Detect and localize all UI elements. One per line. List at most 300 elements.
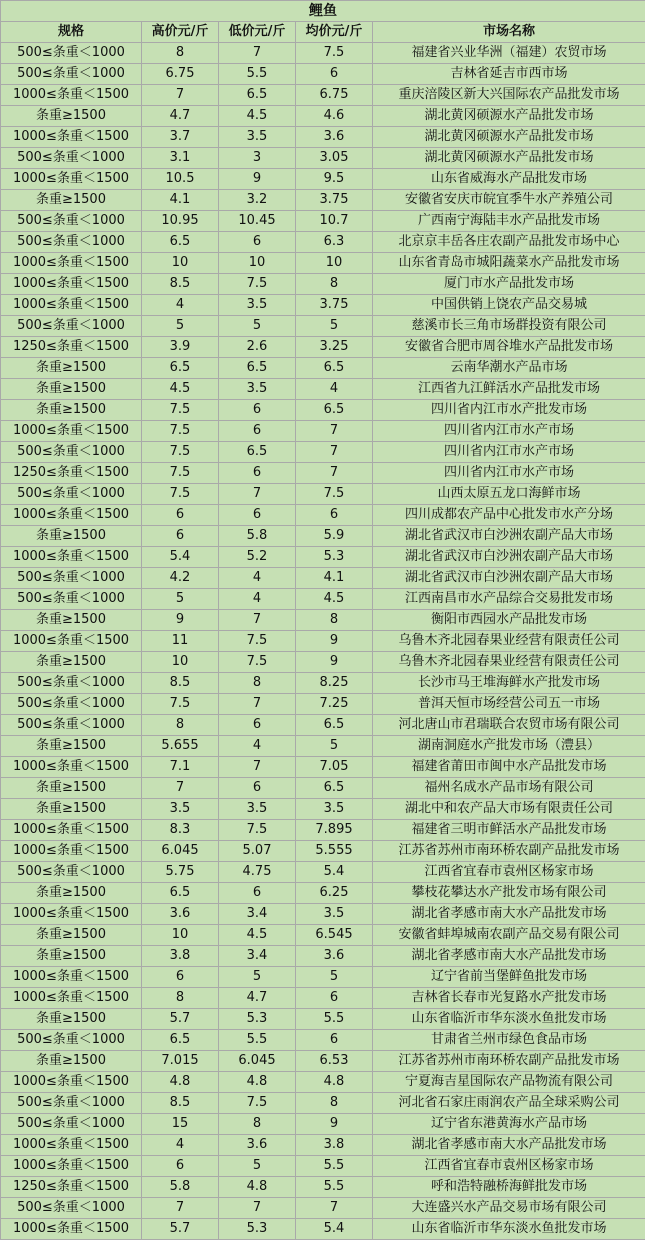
cell-low-price: 3.5 <box>219 379 296 400</box>
cell-market-name: 宁夏海吉星国际农产品物流有限公司 <box>373 1072 645 1093</box>
cell-avg-price: 7 <box>296 442 373 463</box>
cell-market-name: 吉林省延吉市西市场 <box>373 64 645 85</box>
table-row <box>1 211 645 232</box>
cell-high-price: 8.5 <box>142 1093 219 1114</box>
cell-high-price: 7.5 <box>142 484 219 505</box>
cell-low-price: 6.5 <box>219 85 296 106</box>
cell-high-price: 7 <box>142 778 219 799</box>
cell-high-price: 10 <box>142 652 219 673</box>
cell-market-name: 福建省莆田市闽中水产品批发市场 <box>373 757 645 778</box>
header-avg-price: 均价元/斤 <box>296 22 373 43</box>
cell-spec: 条重≥1500 <box>1 400 142 421</box>
table-row <box>1 694 645 715</box>
cell-avg-price: 5 <box>296 736 373 757</box>
cell-high-price: 15 <box>142 1114 219 1135</box>
cell-spec: 1000≤条重＜1500 <box>1 127 142 148</box>
cell-market-name: 湖北黄冈硕源水产品批发市场 <box>373 127 645 148</box>
cell-avg-price: 9.5 <box>296 169 373 190</box>
table-row <box>1 295 645 316</box>
cell-spec: 500≤条重＜1000 <box>1 673 142 694</box>
cell-low-price: 7.5 <box>219 652 296 673</box>
cell-market-name: 河北唐山市君瑞联合农贸市场有限公司 <box>373 715 645 736</box>
cell-market-name: 湖南洞庭水产批发市场（澧县） <box>373 736 645 757</box>
cell-spec: 1000≤条重＜1500 <box>1 988 142 1009</box>
cell-spec: 500≤条重＜1000 <box>1 1114 142 1135</box>
cell-low-price: 7.5 <box>219 274 296 295</box>
cell-spec: 条重≥1500 <box>1 652 142 673</box>
cell-market-name: 乌鲁木齐北园春果业经营有限责任公司 <box>373 652 645 673</box>
cell-avg-price: 3.8 <box>296 1135 373 1156</box>
table-row <box>1 1009 645 1030</box>
cell-market-name: 广西南宁海陆丰水产品批发市场 <box>373 211 645 232</box>
table-row <box>1 1030 645 1051</box>
cell-spec: 1000≤条重＜1500 <box>1 1072 142 1093</box>
cell-market-name: 湖北省武汉市白沙洲农副产品大市场 <box>373 568 645 589</box>
cell-low-price: 2.6 <box>219 337 296 358</box>
cell-high-price: 4.7 <box>142 106 219 127</box>
table-row <box>1 337 645 358</box>
cell-low-price: 5 <box>219 316 296 337</box>
cell-high-price: 4.1 <box>142 190 219 211</box>
cell-high-price: 6 <box>142 505 219 526</box>
cell-market-name: 四川省内江市水产市场 <box>373 463 645 484</box>
table-row <box>1 85 645 106</box>
cell-low-price: 3.5 <box>219 127 296 148</box>
cell-high-price: 6 <box>142 526 219 547</box>
cell-market-name: 四川省内江市水产批发市场 <box>373 400 645 421</box>
table-row <box>1 169 645 190</box>
table-row <box>1 946 645 967</box>
cell-spec: 1000≤条重＜1500 <box>1 274 142 295</box>
cell-low-price: 6 <box>219 715 296 736</box>
cell-market-name: 乌鲁木齐北园春果业经营有限责任公司 <box>373 631 645 652</box>
table-row <box>1 379 645 400</box>
table-row <box>1 1093 645 1114</box>
table-row <box>1 1198 645 1219</box>
cell-market-name: 北京京丰岳各庄农副产品批发市场中心 <box>373 232 645 253</box>
cell-avg-price: 6 <box>296 988 373 1009</box>
cell-avg-price: 3.5 <box>296 799 373 820</box>
cell-low-price: 3.5 <box>219 295 296 316</box>
cell-avg-price: 10.7 <box>296 211 373 232</box>
cell-high-price: 7.5 <box>142 400 219 421</box>
cell-spec: 500≤条重＜1000 <box>1 589 142 610</box>
cell-market-name: 大连盛兴水产品交易市场有限公司 <box>373 1198 645 1219</box>
table-row <box>1 862 645 883</box>
cell-avg-price: 3.05 <box>296 148 373 169</box>
table-row <box>1 190 645 211</box>
cell-avg-price: 3.5 <box>296 904 373 925</box>
cell-spec: 1000≤条重＜1500 <box>1 295 142 316</box>
cell-market-name: 安徽省合肥市周谷堆水产品批发市场 <box>373 337 645 358</box>
cell-avg-price: 7.5 <box>296 484 373 505</box>
cell-market-name: 甘肃省兰州市绿色食品市场 <box>373 1030 645 1051</box>
title-row <box>1 1 645 22</box>
cell-avg-price: 6.5 <box>296 715 373 736</box>
cell-market-name: 湖北省孝感市南大水产品批发市场 <box>373 946 645 967</box>
cell-market-name: 湖北省孝感市南大水产品批发市场 <box>373 1135 645 1156</box>
cell-low-price: 6 <box>219 505 296 526</box>
cell-market-name: 四川省内江市水产市场 <box>373 421 645 442</box>
cell-avg-price: 5.9 <box>296 526 373 547</box>
cell-high-price: 7.015 <box>142 1051 219 1072</box>
cell-spec: 条重≥1500 <box>1 883 142 904</box>
cell-avg-price: 6 <box>296 1030 373 1051</box>
cell-low-price: 6 <box>219 778 296 799</box>
cell-high-price: 10.95 <box>142 211 219 232</box>
cell-avg-price: 6.75 <box>296 85 373 106</box>
cell-avg-price: 6 <box>296 64 373 85</box>
cell-high-price: 7 <box>142 85 219 106</box>
cell-high-price: 8 <box>142 715 219 736</box>
cell-spec: 1000≤条重＜1500 <box>1 757 142 778</box>
cell-market-name: 普洱天恒市场经营公司五一市场 <box>373 694 645 715</box>
cell-low-price: 3.4 <box>219 946 296 967</box>
cell-spec: 条重≥1500 <box>1 778 142 799</box>
cell-low-price: 3 <box>219 148 296 169</box>
cell-spec: 1000≤条重＜1500 <box>1 547 142 568</box>
table-row <box>1 274 645 295</box>
cell-spec: 500≤条重＜1000 <box>1 1030 142 1051</box>
cell-low-price: 3.6 <box>219 1135 296 1156</box>
cell-low-price: 4.8 <box>219 1072 296 1093</box>
cell-spec: 条重≥1500 <box>1 799 142 820</box>
cell-market-name: 福建省兴业华洲（福建）农贸市场 <box>373 43 645 64</box>
cell-high-price: 10 <box>142 253 219 274</box>
cell-low-price: 7 <box>219 694 296 715</box>
cell-market-name: 厦门市水产品批发市场 <box>373 274 645 295</box>
cell-spec: 条重≥1500 <box>1 610 142 631</box>
cell-avg-price: 4 <box>296 379 373 400</box>
cell-spec: 500≤条重＜1000 <box>1 1093 142 1114</box>
cell-low-price: 7 <box>219 484 296 505</box>
cell-avg-price: 5.5 <box>296 1009 373 1030</box>
cell-high-price: 3.1 <box>142 148 219 169</box>
cell-spec: 500≤条重＜1000 <box>1 862 142 883</box>
cell-high-price: 5.655 <box>142 736 219 757</box>
cell-avg-price: 6.25 <box>296 883 373 904</box>
table-row <box>1 820 645 841</box>
cell-avg-price: 4.6 <box>296 106 373 127</box>
cell-low-price: 5.5 <box>219 1030 296 1051</box>
cell-market-name: 湖北黄冈硕源水产品批发市场 <box>373 148 645 169</box>
table-row <box>1 421 645 442</box>
cell-avg-price: 7.05 <box>296 757 373 778</box>
cell-avg-price: 6.53 <box>296 1051 373 1072</box>
table-row <box>1 988 645 1009</box>
cell-avg-price: 3.75 <box>296 190 373 211</box>
cell-market-name: 慈溪市长三角市场群投资有限公司 <box>373 316 645 337</box>
cell-low-price: 4 <box>219 589 296 610</box>
table-row <box>1 1177 645 1198</box>
cell-high-price: 7.5 <box>142 421 219 442</box>
cell-high-price: 6.5 <box>142 358 219 379</box>
cell-high-price: 5.7 <box>142 1219 219 1240</box>
table-row <box>1 358 645 379</box>
cell-high-price: 6.5 <box>142 1030 219 1051</box>
cell-market-name: 湖北省武汉市白沙洲农副产品大市场 <box>373 526 645 547</box>
cell-market-name: 衡阳市西园水产品批发市场 <box>373 610 645 631</box>
cell-spec: 1000≤条重＜1500 <box>1 820 142 841</box>
table-row <box>1 568 645 589</box>
table-row <box>1 484 645 505</box>
table-row <box>1 526 645 547</box>
cell-low-price: 5.3 <box>219 1009 296 1030</box>
cell-low-price: 3.2 <box>219 190 296 211</box>
cell-market-name: 江西省九江鲜活水产品批发市场 <box>373 379 645 400</box>
header-row <box>1 22 645 43</box>
cell-spec: 1000≤条重＜1500 <box>1 85 142 106</box>
table-row <box>1 1135 645 1156</box>
table-row <box>1 316 645 337</box>
table-row <box>1 757 645 778</box>
table-row <box>1 1114 645 1135</box>
cell-market-name: 辽宁省东港黄海水产品市场 <box>373 1114 645 1135</box>
cell-high-price: 3.6 <box>142 904 219 925</box>
cell-low-price: 5.2 <box>219 547 296 568</box>
cell-high-price: 7.5 <box>142 463 219 484</box>
cell-low-price: 6 <box>219 232 296 253</box>
cell-low-price: 4.8 <box>219 1177 296 1198</box>
cell-avg-price: 8 <box>296 1093 373 1114</box>
cell-avg-price: 7.25 <box>296 694 373 715</box>
table-row <box>1 589 645 610</box>
cell-spec: 1000≤条重＜1500 <box>1 505 142 526</box>
table-row <box>1 967 645 988</box>
cell-low-price: 6 <box>219 883 296 904</box>
cell-market-name: 呼和浩特融桥海鲜批发市场 <box>373 1177 645 1198</box>
table-row <box>1 232 645 253</box>
cell-spec: 条重≥1500 <box>1 106 142 127</box>
cell-high-price: 6 <box>142 1156 219 1177</box>
table-row <box>1 904 645 925</box>
cell-high-price: 7 <box>142 1198 219 1219</box>
cell-spec: 500≤条重＜1000 <box>1 1198 142 1219</box>
cell-avg-price: 8 <box>296 610 373 631</box>
table-row <box>1 1219 645 1240</box>
cell-low-price: 6 <box>219 400 296 421</box>
cell-high-price: 8 <box>142 988 219 1009</box>
table-row <box>1 253 645 274</box>
table-row <box>1 883 645 904</box>
cell-market-name: 辽宁省前当堡鲜鱼批发市场 <box>373 967 645 988</box>
table-row <box>1 106 645 127</box>
cell-low-price: 7.5 <box>219 820 296 841</box>
cell-low-price: 3.4 <box>219 904 296 925</box>
cell-low-price: 4 <box>219 568 296 589</box>
cell-market-name: 山东省临沂市华东淡水鱼批发市场 <box>373 1009 645 1030</box>
cell-avg-price: 5.4 <box>296 862 373 883</box>
cell-low-price: 6.5 <box>219 358 296 379</box>
cell-spec: 1000≤条重＜1500 <box>1 421 142 442</box>
cell-low-price: 3.5 <box>219 799 296 820</box>
table-row <box>1 841 645 862</box>
cell-high-price: 7.5 <box>142 694 219 715</box>
cell-avg-price: 5.5 <box>296 1177 373 1198</box>
table-row <box>1 400 645 421</box>
table-row <box>1 505 645 526</box>
table-row <box>1 547 645 568</box>
cell-avg-price: 4.5 <box>296 589 373 610</box>
table-row <box>1 925 645 946</box>
cell-high-price: 6 <box>142 967 219 988</box>
cell-low-price: 6.045 <box>219 1051 296 1072</box>
table-row <box>1 652 645 673</box>
cell-avg-price: 5.5 <box>296 1156 373 1177</box>
cell-avg-price: 8 <box>296 274 373 295</box>
cell-low-price: 4.5 <box>219 106 296 127</box>
cell-spec: 1000≤条重＜1500 <box>1 169 142 190</box>
cell-market-name: 中国供销上饶农产品交易城 <box>373 295 645 316</box>
cell-high-price: 5.8 <box>142 1177 219 1198</box>
cell-avg-price: 6.5 <box>296 358 373 379</box>
table-row <box>1 127 645 148</box>
cell-market-name: 云南华潮水产品市场 <box>373 358 645 379</box>
cell-market-name: 四川省内江市水产市场 <box>373 442 645 463</box>
cell-avg-price: 3.25 <box>296 337 373 358</box>
cell-avg-price: 6.3 <box>296 232 373 253</box>
cell-low-price: 5.07 <box>219 841 296 862</box>
cell-market-name: 安徽省安庆市皖宜季牛水产养殖公司 <box>373 190 645 211</box>
cell-high-price: 5 <box>142 589 219 610</box>
cell-low-price: 4.75 <box>219 862 296 883</box>
cell-avg-price: 3.6 <box>296 946 373 967</box>
cell-low-price: 8 <box>219 1114 296 1135</box>
cell-high-price: 7.5 <box>142 442 219 463</box>
table-row <box>1 799 645 820</box>
cell-high-price: 11 <box>142 631 219 652</box>
table-row <box>1 148 645 169</box>
cell-market-name: 山西太原五龙口海鲜市场 <box>373 484 645 505</box>
cell-spec: 500≤条重＜1000 <box>1 442 142 463</box>
cell-low-price: 7 <box>219 43 296 64</box>
cell-avg-price: 3.6 <box>296 127 373 148</box>
cell-avg-price: 6.5 <box>296 400 373 421</box>
cell-market-name: 长沙市马王堆海鲜水产批发市场 <box>373 673 645 694</box>
cell-avg-price: 6.545 <box>296 925 373 946</box>
cell-high-price: 10.5 <box>142 169 219 190</box>
cell-market-name: 吉林省长春市光复路水产批发市场 <box>373 988 645 1009</box>
cell-market-name: 江苏省苏州市南环桥农副产品批发市场 <box>373 841 645 862</box>
cell-avg-price: 8.25 <box>296 673 373 694</box>
cell-high-price: 5.75 <box>142 862 219 883</box>
cell-spec: 条重≥1500 <box>1 946 142 967</box>
cell-high-price: 8.5 <box>142 673 219 694</box>
cell-market-name: 攀枝花攀达水产批发市场有限公司 <box>373 883 645 904</box>
cell-high-price: 9 <box>142 610 219 631</box>
cell-spec: 1000≤条重＜1500 <box>1 967 142 988</box>
table-row <box>1 1072 645 1093</box>
cell-high-price: 4.8 <box>142 1072 219 1093</box>
cell-low-price: 8 <box>219 673 296 694</box>
cell-high-price: 7.1 <box>142 757 219 778</box>
cell-low-price: 5 <box>219 967 296 988</box>
cell-low-price: 5.5 <box>219 64 296 85</box>
cell-market-name: 山东省青岛市城阳蔬菜水产品批发市场 <box>373 253 645 274</box>
table-row <box>1 442 645 463</box>
table-row <box>1 463 645 484</box>
cell-market-name: 山东省临沂市华东淡水鱼批发市场 <box>373 1219 645 1240</box>
table-row <box>1 1156 645 1177</box>
cell-market-name: 福州名成水产品市场有限公司 <box>373 778 645 799</box>
cell-high-price: 8.3 <box>142 820 219 841</box>
cell-low-price: 4.5 <box>219 925 296 946</box>
cell-spec: 条重≥1500 <box>1 925 142 946</box>
cell-low-price: 6 <box>219 421 296 442</box>
cell-market-name: 江西南昌市水产品综合交易批发市场 <box>373 589 645 610</box>
cell-spec: 500≤条重＜1000 <box>1 43 142 64</box>
cell-avg-price: 5.3 <box>296 547 373 568</box>
cell-market-name: 安徽省蚌埠城南农副产品交易有限公司 <box>373 925 645 946</box>
cell-spec: 500≤条重＜1000 <box>1 316 142 337</box>
cell-avg-price: 7 <box>296 1198 373 1219</box>
cell-avg-price: 5.555 <box>296 841 373 862</box>
cell-spec: 1000≤条重＜1500 <box>1 841 142 862</box>
table-row <box>1 1051 645 1072</box>
cell-market-name: 湖北省武汉市白沙洲农副产品大市场 <box>373 547 645 568</box>
table-row <box>1 736 645 757</box>
cell-spec: 1250≤条重＜1500 <box>1 1177 142 1198</box>
cell-spec: 500≤条重＜1000 <box>1 484 142 505</box>
cell-low-price: 7 <box>219 1198 296 1219</box>
cell-spec: 500≤条重＜1000 <box>1 148 142 169</box>
cell-low-price: 4 <box>219 736 296 757</box>
cell-low-price: 6.5 <box>219 442 296 463</box>
cell-avg-price: 9 <box>296 1114 373 1135</box>
table-row <box>1 43 645 64</box>
cell-high-price: 4.2 <box>142 568 219 589</box>
cell-market-name: 重庆涪陵区新大兴国际农产品批发市场 <box>373 85 645 106</box>
cell-spec: 1250≤条重＜1500 <box>1 463 142 484</box>
cell-market-name: 湖北省孝感市南大水产品批发市场 <box>373 904 645 925</box>
table-row <box>1 631 645 652</box>
header-spec: 规格 <box>1 22 142 43</box>
table-row <box>1 64 645 85</box>
cell-avg-price: 6 <box>296 505 373 526</box>
cell-high-price: 8.5 <box>142 274 219 295</box>
cell-spec: 1250≤条重＜1500 <box>1 337 142 358</box>
cell-market-name: 江西省宜春市袁州区杨家市场 <box>373 862 645 883</box>
cell-high-price: 6.5 <box>142 232 219 253</box>
cell-high-price: 8 <box>142 43 219 64</box>
cell-spec: 条重≥1500 <box>1 358 142 379</box>
cell-avg-price: 7.5 <box>296 43 373 64</box>
cell-market-name: 江苏省苏州市南环桥农副产品批发市场 <box>373 1051 645 1072</box>
cell-low-price: 7 <box>219 757 296 778</box>
cell-spec: 条重≥1500 <box>1 1009 142 1030</box>
cell-avg-price: 5 <box>296 967 373 988</box>
table-row <box>1 673 645 694</box>
cell-high-price: 4 <box>142 295 219 316</box>
cell-market-name: 河北省石家庄雨润农产品全球采购公司 <box>373 1093 645 1114</box>
cell-low-price: 7.5 <box>219 631 296 652</box>
cell-low-price: 6 <box>219 463 296 484</box>
cell-spec: 1000≤条重＜1500 <box>1 253 142 274</box>
cell-high-price: 6.75 <box>142 64 219 85</box>
cell-high-price: 3.8 <box>142 946 219 967</box>
cell-spec: 1000≤条重＜1500 <box>1 1135 142 1156</box>
cell-high-price: 5 <box>142 316 219 337</box>
cell-avg-price: 7 <box>296 463 373 484</box>
table-row <box>1 715 645 736</box>
cell-market-name: 四川成都农产品中心批发市水产分场 <box>373 505 645 526</box>
table-title: 鲤鱼 <box>1 1 645 22</box>
table-row <box>1 778 645 799</box>
cell-low-price: 7 <box>219 610 296 631</box>
cell-high-price: 5.7 <box>142 1009 219 1030</box>
cell-avg-price: 9 <box>296 652 373 673</box>
cell-market-name: 湖北黄冈硕源水产品批发市场 <box>373 106 645 127</box>
